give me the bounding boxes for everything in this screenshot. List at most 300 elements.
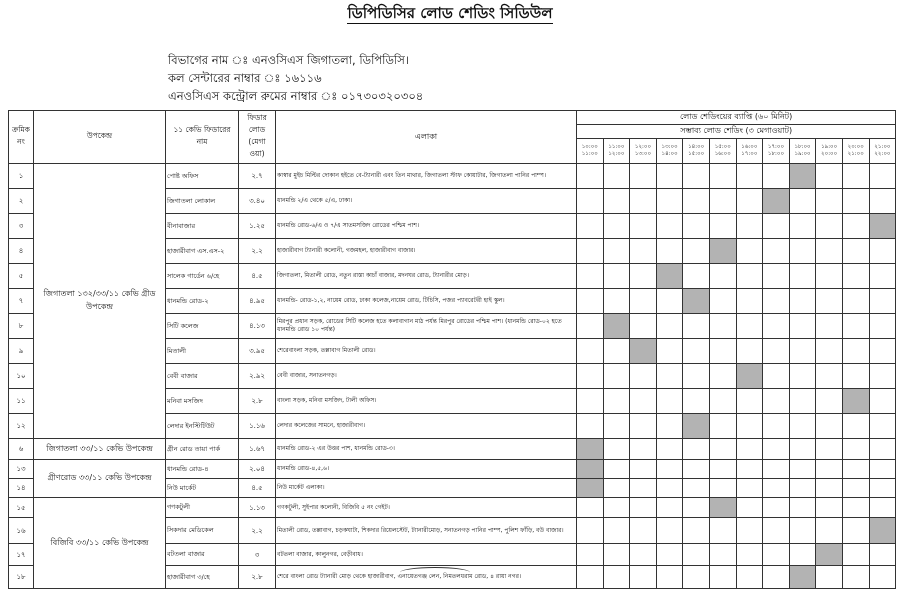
slot-cell: [656, 239, 683, 264]
slot-end: ২২:০০: [874, 151, 891, 157]
slot-end: ১৮:০০: [767, 151, 785, 157]
slot-cell: [869, 239, 896, 264]
slot-cell: [683, 544, 710, 566]
slot-cell: [577, 264, 604, 289]
time-slot-header: [683, 139, 710, 164]
slot-cell: [816, 364, 843, 389]
shed-slot-cell: [763, 189, 790, 214]
substation-cell: জিগাতলা ৩৩/১১ কেভি উপকেন্দ্র: [34, 439, 166, 460]
slot-cell: [869, 189, 896, 214]
slot-cell: [816, 339, 843, 364]
slot-cell: [630, 264, 657, 289]
slot-cell: [816, 479, 843, 498]
slot-cell: [816, 289, 843, 314]
call-center-number: কল সেন্টারের নাম্বার ঃ ১৬১১৬: [168, 71, 322, 85]
slot-cell: [656, 414, 683, 439]
slot-cell: [709, 389, 736, 414]
slot-end: ১৬:০০: [714, 151, 731, 157]
slot-cell: [763, 498, 790, 518]
feeder-cell: নিউ মার্কেট: [166, 479, 239, 498]
slot-cell: [577, 364, 604, 389]
substation-cell: গ্রীণরোড ৩৩/১১ কেভি উপকেন্দ্র: [34, 460, 166, 498]
area-cell: ধানমন্ডি রোড-৬/এ ও ৭/এ সাতমসজিদ রোডের পশ্চিম পাশ।: [276, 214, 577, 239]
slot-cell: [789, 460, 816, 479]
slot-cell: [816, 498, 843, 518]
slot-cell: [736, 518, 763, 544]
area-cell: ধানমন্ডি- রোড-১,২, নায়েম রোড, ঢাকা কলেজ,নায়েম রোড, টিচিসি, পজর প্যাবরেটরী হাই স্কুল।: [276, 289, 577, 314]
load-cell: ৪.৫: [239, 479, 276, 498]
slot-cell: [789, 498, 816, 518]
serial-header: ক্রমিক নং: [9, 111, 34, 164]
slot-cell: [869, 364, 896, 389]
division-name: বিভাগের নাম ঃ এনওসিএস জিগাতলা, ডিপিডিসি।: [168, 53, 409, 67]
slot-cell: [709, 264, 736, 289]
slot-cell: [736, 314, 763, 339]
load-cell: ২.২: [239, 518, 276, 544]
slot-cell: [603, 239, 630, 264]
slot-cell: [577, 189, 604, 214]
slot-cell: [869, 264, 896, 289]
slot-cell: [736, 566, 763, 589]
slot-cell: [842, 364, 869, 389]
slot-start: ১৫:০০: [714, 144, 731, 150]
load-cell: ১.২৫: [239, 214, 276, 239]
time-slot-header: [709, 139, 736, 164]
slot-cell: [842, 214, 869, 239]
shed-slot-cell: [869, 214, 896, 239]
slot-cell: [577, 339, 604, 364]
slot-cell: [736, 414, 763, 439]
slot-cell: [842, 189, 869, 214]
load-cell: ১.৬৭: [239, 439, 276, 460]
slot-cell: [869, 339, 896, 364]
slot-cell: [869, 389, 896, 414]
slot-cell: [763, 239, 790, 264]
slot-cell: [630, 289, 657, 314]
slot-cell: [709, 439, 736, 460]
table-row: [9, 460, 896, 479]
slot-cell: [763, 479, 790, 498]
slot-cell: [816, 314, 843, 339]
slot-cell: [577, 414, 604, 439]
slot-cell: [842, 339, 869, 364]
serial-cell: ৭: [9, 289, 34, 314]
area-cell: লেদার কলেজের সামনে, হাজারীবাগ।: [276, 414, 577, 439]
slot-cell: [630, 479, 657, 498]
slot-cell: [736, 189, 763, 214]
slot-cell: [683, 239, 710, 264]
slot-end: ২০:০০: [821, 151, 838, 157]
slot-cell: [577, 314, 604, 339]
feeder-cell: বেবী বাজার: [166, 364, 239, 389]
slot-cell: [683, 364, 710, 389]
slot-cell: [577, 239, 604, 264]
slot-cell: [683, 164, 710, 189]
slot-cell: [603, 566, 630, 589]
slot-cell: [709, 364, 736, 389]
serial-cell: ২: [9, 189, 34, 214]
slot-cell: [656, 389, 683, 414]
slot-start: ১৬:০০: [741, 144, 758, 150]
load-cell: ২.৭: [239, 164, 276, 189]
slot-cell: [603, 389, 630, 414]
slot-cell: [842, 289, 869, 314]
shed-slot-cell: [842, 389, 869, 414]
slot-cell: [603, 498, 630, 518]
shed-slot-cell: [577, 439, 604, 460]
slot-cell: [842, 414, 869, 439]
slot-cell: [816, 389, 843, 414]
slot-cell: [656, 544, 683, 566]
slot-cell: [630, 414, 657, 439]
slot-cell: [603, 289, 630, 314]
slot-cell: [709, 479, 736, 498]
slot-cell: [763, 339, 790, 364]
slot-cell: [630, 389, 657, 414]
slot-start: ১২:০০: [634, 144, 652, 150]
slot-cell: [869, 566, 896, 589]
slot-cell: [869, 164, 896, 189]
feeder-cell: পোষ্ট অফিস: [166, 164, 239, 189]
slot-cell: [869, 314, 896, 339]
slot-cell: [683, 566, 710, 589]
slot-cell: [683, 314, 710, 339]
slot-cell: [683, 264, 710, 289]
slot-cell: [789, 544, 816, 566]
slot-cell: [789, 289, 816, 314]
substation-cell: বিজিবি ৩৩/১১ কেভি উপকেন্দ্র: [34, 498, 166, 589]
shed-slot-cell: [816, 544, 843, 566]
slot-cell: [683, 518, 710, 544]
slot-cell: [842, 544, 869, 566]
slot-cell: [736, 289, 763, 314]
feeder-header: ১১ কেভি ফিডারের নাম: [166, 111, 239, 164]
load-cell: ১.১৬: [239, 414, 276, 439]
feeder-cell: মিতালী: [166, 339, 239, 364]
control-room-number: এনওসিএস কন্ট্রোল রুমের নাম্বার ঃ ০১৭৩০৩২০৩০৪: [168, 89, 424, 103]
slot-cell: [683, 389, 710, 414]
slot-cell: [630, 460, 657, 479]
shed-slot-cell: [709, 239, 736, 264]
slot-cell: [869, 479, 896, 498]
slot-cell: [656, 518, 683, 544]
area-cell: নিউ মার্কেট এলাকা।: [276, 479, 577, 498]
slot-cell: [789, 214, 816, 239]
slot-end: ১৩:০০: [634, 151, 652, 157]
slot-start: ২১:০০: [874, 144, 891, 150]
slot-cell: [842, 460, 869, 479]
load-cell: ২.৯২: [239, 364, 276, 389]
time-slot-header: [842, 139, 869, 164]
slot-cell: [656, 566, 683, 589]
duration-header: লোড শেডিংয়ের ব্যাপ্তি (৬০ মিনিট): [577, 111, 896, 125]
feeder-cell: লেদার ইনস্টিটিউট: [166, 414, 239, 439]
shed-slot-cell: [683, 414, 710, 439]
slot-cell: [656, 314, 683, 339]
slot-cell: [603, 264, 630, 289]
slot-cell: [603, 544, 630, 566]
serial-cell: ১: [9, 164, 34, 189]
slot-end: ১৭:০০: [741, 151, 758, 157]
time-slot-header: [630, 139, 657, 164]
slot-cell: [789, 264, 816, 289]
slot-cell: [789, 479, 816, 498]
feeder-cell: জিগাতলা লোকাল: [166, 189, 239, 214]
slot-start: ১০:০০: [581, 144, 598, 150]
shed-slot-cell: [656, 264, 683, 289]
slot-cell: [683, 439, 710, 460]
slot-cell: [789, 518, 816, 544]
slot-cell: [656, 214, 683, 239]
slot-cell: [869, 460, 896, 479]
slot-cell: [683, 214, 710, 239]
slot-cell: [577, 164, 604, 189]
slot-cell: [816, 414, 843, 439]
info-block: [168, 51, 423, 105]
area-cell: ধানমন্ডি ২/এ থেকে ৫/এ, ঢাকা।: [276, 189, 577, 214]
load-cell: ৪.৯৫: [239, 289, 276, 314]
feeder-cell: হাজারীবাগ এস.এস-২: [166, 239, 239, 264]
slot-cell: [709, 314, 736, 339]
slot-cell: [630, 439, 657, 460]
slot-cell: [816, 214, 843, 239]
slot-cell: [683, 189, 710, 214]
slot-cell: [763, 414, 790, 439]
load-cell: ১.১৩: [239, 498, 276, 518]
slot-cell: [763, 389, 790, 414]
area-cell: হাজারীবাগ ট্যানারী কলোনী, গজমহল, হাজারীবাগ বাজার।: [276, 239, 577, 264]
slot-cell: [603, 460, 630, 479]
area-cell: বাংলা সড়ক, মনিবা মসজিদ, টালী অফিস।: [276, 389, 577, 414]
load-cell: ৪.১৩: [239, 314, 276, 339]
serial-cell: ১৪: [9, 479, 34, 498]
slot-cell: [763, 264, 790, 289]
slot-start: ১৩:০০: [661, 144, 678, 150]
shed-slot-cell: [630, 339, 657, 364]
slot-start: ১৪:০০: [688, 144, 705, 150]
load-cell: ৩.৯৫: [239, 339, 276, 364]
slot-cell: [603, 214, 630, 239]
serial-cell: ৫: [9, 264, 34, 289]
slot-cell: [709, 214, 736, 239]
slot-cell: [656, 479, 683, 498]
slot-cell: [709, 339, 736, 364]
slot-cell: [736, 214, 763, 239]
slot-cell: [630, 566, 657, 589]
load-cell: ৪.৫: [239, 264, 276, 289]
slot-cell: [763, 544, 790, 566]
slot-cell: [577, 544, 604, 566]
load-cell: ৩: [239, 544, 276, 566]
slot-cell: [709, 164, 736, 189]
slot-cell: [603, 189, 630, 214]
shed-slot-cell: [789, 566, 816, 589]
slot-cell: [736, 164, 763, 189]
slot-cell: [656, 189, 683, 214]
slot-cell: [656, 339, 683, 364]
serial-cell: ১৮: [9, 566, 34, 589]
slot-cell: [842, 498, 869, 518]
area-cell: শেরে বাংলা রোড ট্যানারী মোড় থেকে হাজারীবাগ, এনায়েতগঞ্জ লেন, নিমতলধরাম রোড, ৪ রায়া নগর।: [276, 566, 577, 589]
table-row: [9, 498, 896, 518]
slot-cell: [816, 460, 843, 479]
slot-cell: [630, 364, 657, 389]
slot-cell: [736, 389, 763, 414]
slot-start: ১৮:০০: [794, 144, 811, 150]
slot-cell: [603, 479, 630, 498]
slot-cell: [869, 414, 896, 439]
feeder-cell: ধানমন্ডি রোড-৪: [166, 460, 239, 479]
slot-cell: [683, 498, 710, 518]
slot-cell: [789, 439, 816, 460]
slot-cell: [763, 289, 790, 314]
load-shedding-table: [8, 110, 896, 589]
table-row: [9, 164, 896, 189]
feeder-cell: ধানমন্ডি রোড-২: [166, 289, 239, 314]
slot-cell: [736, 239, 763, 264]
time-slot-header: [603, 139, 630, 164]
signature-mark: [400, 567, 470, 578]
slot-end: ১৪:০০: [661, 151, 678, 157]
shed-slot-cell: [603, 314, 630, 339]
load-cell: ৩.৪০: [239, 189, 276, 214]
slot-cell: [603, 439, 630, 460]
slot-cell: [709, 518, 736, 544]
slot-cell: [842, 479, 869, 498]
slot-cell: [816, 264, 843, 289]
substation-cell: জিগাতলা ১৩২/৩৩/১১ কেভি গ্রীড উপকেন্দ্র: [34, 164, 166, 439]
serial-cell: ১০: [9, 364, 34, 389]
substation-header: উপকেন্দ্র: [34, 111, 166, 164]
slot-cell: [683, 460, 710, 479]
shed-slot-cell: [577, 479, 604, 498]
slot-cell: [683, 339, 710, 364]
slot-cell: [763, 518, 790, 544]
slot-cell: [842, 439, 869, 460]
slot-cell: [842, 264, 869, 289]
slot-cell: [603, 164, 630, 189]
slot-cell: [736, 264, 763, 289]
slot-cell: [630, 314, 657, 339]
slot-cell: [763, 364, 790, 389]
slot-start: ১৯:০০: [821, 144, 838, 150]
load-cell: ২.২: [239, 239, 276, 264]
slot-cell: [709, 289, 736, 314]
slot-cell: [577, 389, 604, 414]
slot-cell: [816, 566, 843, 589]
table-row: [9, 439, 896, 460]
serial-cell: ৪: [9, 239, 34, 264]
slot-cell: [842, 164, 869, 189]
feeder-cell: বটতলা বাজার: [166, 544, 239, 566]
slot-cell: [630, 189, 657, 214]
possible-shedding-header: সম্ভাব্য লোড শেডিং (৩ মেগাওয়াট): [577, 125, 896, 139]
slot-start: ২০:০০: [847, 144, 864, 150]
slot-start: ১৭:০০: [767, 144, 785, 150]
slot-cell: [577, 518, 604, 544]
slot-cell: [763, 460, 790, 479]
slot-cell: [577, 289, 604, 314]
time-slot-header: [763, 139, 790, 164]
slot-cell: [603, 414, 630, 439]
feeder-cell: হাজারীবাগ ৩/হে: [166, 566, 239, 589]
slot-cell: [709, 189, 736, 214]
slot-cell: [842, 314, 869, 339]
slot-cell: [630, 544, 657, 566]
slot-cell: [816, 164, 843, 189]
slot-cell: [709, 544, 736, 566]
slot-cell: [789, 414, 816, 439]
slot-cell: [709, 566, 736, 589]
shed-slot-cell: [577, 460, 604, 479]
slot-cell: [869, 498, 896, 518]
slot-cell: [577, 214, 604, 239]
slot-cell: [736, 460, 763, 479]
slot-cell: [789, 189, 816, 214]
slot-cell: [789, 364, 816, 389]
slot-cell: [709, 460, 736, 479]
slot-cell: [763, 214, 790, 239]
feeder-cell: গ্রীন রোড তায়া পার্ক: [166, 439, 239, 460]
slot-cell: [577, 566, 604, 589]
slot-cell: [869, 289, 896, 314]
slot-end: ২১:০০: [847, 151, 864, 157]
slot-end: ১২:০০: [608, 151, 625, 157]
slot-cell: [630, 498, 657, 518]
feeder-cell: সিটি কলেজ: [166, 314, 239, 339]
slot-cell: [603, 518, 630, 544]
serial-cell: ৯: [9, 339, 34, 364]
slot-cell: [603, 339, 630, 364]
area-cell: বেবী বাজার, সনাতনগড়।: [276, 364, 577, 389]
area-cell: মিরপুর প্রধান সড়ক, রোডের সিটি কলেজ হতে কলাবাগান মাঠ পর্যন্ত মিরপুর রোডের পশ্চিম পাশ। (ধানমন্ডি রোড-০২ হতে ধানমন্ডি রোড ১০ পর্যন্ত): [276, 314, 577, 339]
serial-cell: ১৭: [9, 544, 34, 566]
slot-cell: [736, 439, 763, 460]
slot-cell: [709, 414, 736, 439]
slot-cell: [763, 439, 790, 460]
feeder-cell: বীনাবাজার: [166, 214, 239, 239]
shed-slot-cell: [869, 518, 896, 544]
serial-cell: ৮: [9, 314, 34, 339]
area-header: এলাকা: [276, 111, 577, 164]
slot-cell: [842, 239, 869, 264]
slot-end: ১৯:০০: [794, 151, 811, 157]
slot-cell: [869, 439, 896, 460]
slot-cell: [630, 214, 657, 239]
slot-cell: [656, 164, 683, 189]
slot-cell: [656, 289, 683, 314]
area-cell: মিতালী রোড, তল্লাবাগ, চড়কঘাটা, শিকদার রিয়েলস্টেট, ট্যানারীমোড়, সনাতনগড় পানির পাম্প, পুলিশ ফাঁড়ি, বউ বাজার।: [276, 518, 577, 544]
slot-cell: [816, 518, 843, 544]
load-cell: ২.০৪: [239, 460, 276, 479]
shed-slot-cell: [709, 498, 736, 518]
slot-cell: [789, 314, 816, 339]
slot-cell: [789, 339, 816, 364]
serial-cell: ৩: [9, 214, 34, 239]
slot-end: ১৫:০০: [688, 151, 705, 157]
shed-slot-cell: [683, 289, 710, 314]
slot-end: ১১:০০: [581, 151, 598, 157]
area-cell: ধানমন্ডি রোড-৪,৫,৬।: [276, 460, 577, 479]
slot-cell: [577, 498, 604, 518]
load-cell: ২.৮: [239, 566, 276, 589]
area-cell: জিগাতলা, মিতালী রোড, নতুন রাস্তা কাচাঁ বাজার, মদনঘর রোড, ট্যানারীর মোড়।: [276, 264, 577, 289]
slot-cell: [789, 239, 816, 264]
load-header: ফিডার লোড (মেগা ওয়া): [239, 111, 276, 164]
slot-cell: [656, 439, 683, 460]
slot-cell: [736, 498, 763, 518]
serial-cell: ১২: [9, 414, 34, 439]
